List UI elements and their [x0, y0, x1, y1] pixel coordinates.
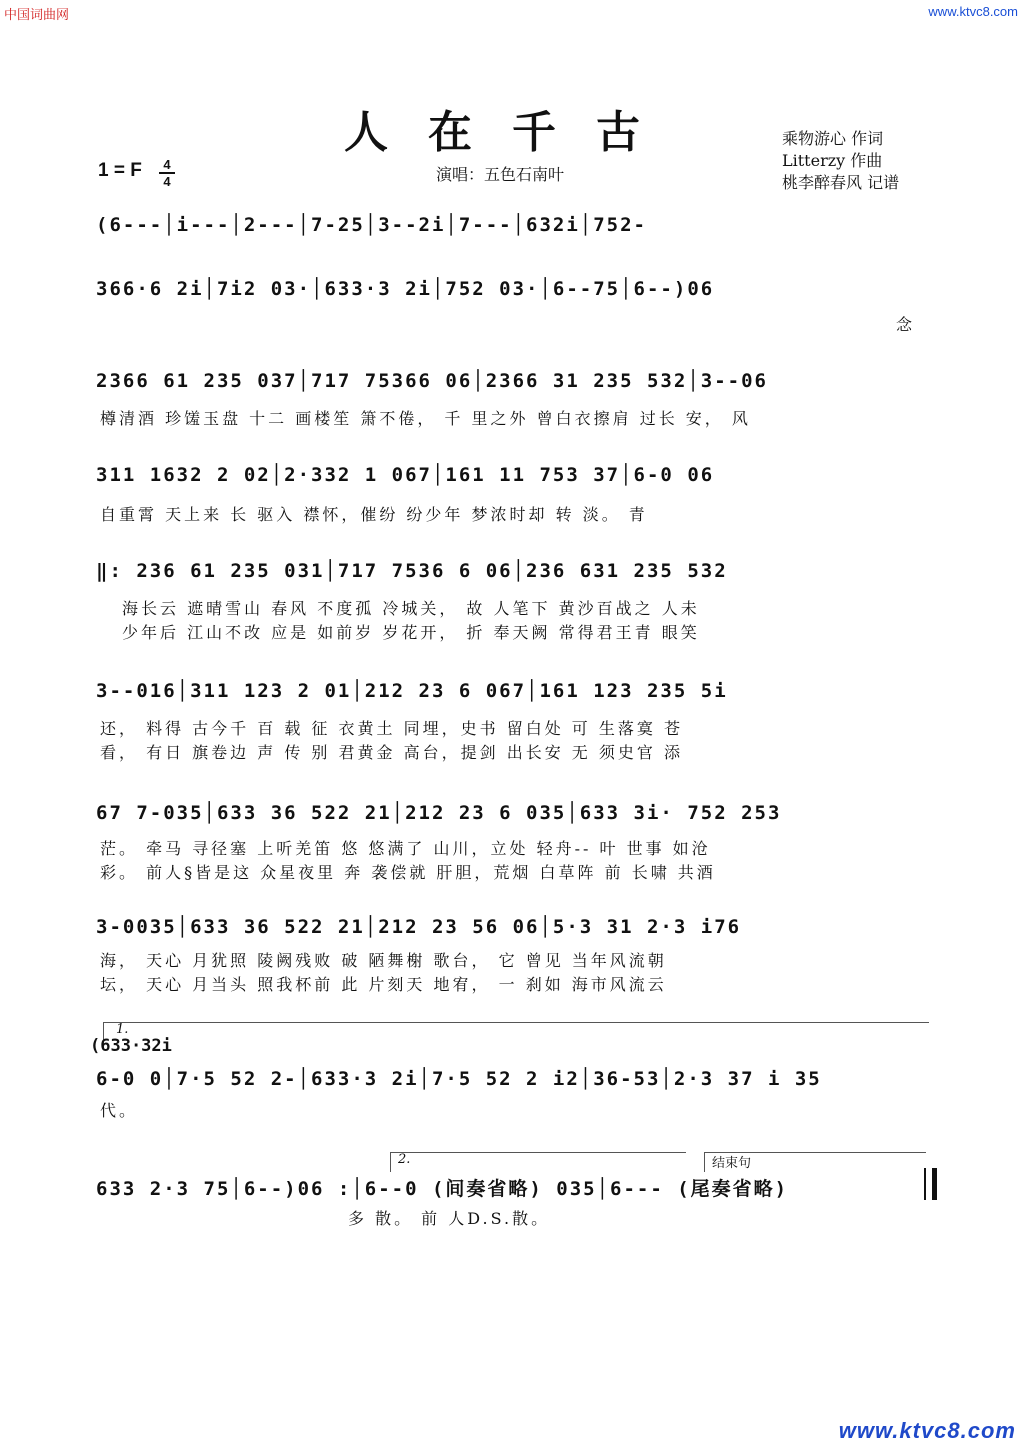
notation: 3-0035│633 36 522 21│212 23 56 06│5·3 31 2·3 i76	[96, 916, 742, 938]
key-signature: 1 = F	[98, 160, 142, 181]
notation: ‖: 236 61 235 031│717 7536 6 06│236 631 235 532	[96, 560, 728, 582]
volta-1-label: 1.	[116, 1022, 129, 1037]
lyric-verse-2: 看， 有日 旗卷边 声 传 别 君黄金 高台，提剑 出长安 无 须史官 添	[100, 743, 683, 762]
lyric-line: 多 散。 前 人D.S.散。	[348, 1209, 551, 1228]
lyric-line: 樽清酒 珍馐玉盘 十二 画楼笙 箫不倦， 千 里之外 曾白衣擦肩 过长 安， 风	[100, 409, 751, 428]
time-signature	[159, 158, 175, 188]
volta-2-bracket	[390, 1152, 686, 1153]
notation: 311 1632 2 02│2·332 1 067│161 11 753 37│6-0 06	[96, 464, 715, 486]
first-ending-cue: (633·32i	[90, 1036, 172, 1056]
volta-2-label: 2.	[398, 1152, 411, 1167]
notation: 3--016│311 123 2 01│212 23 6 067│161 123 235 5i	[96, 680, 728, 702]
lyric-verse-1: 海长云 遮晴雪山 春风 不度孤 冷城关， 故 人笔下 黄沙百战之 人未	[122, 599, 700, 618]
lyric-verse-1: 海， 天心 月犹照 陵阙残败 破 陋舞榭 歌台， 它 曾见 当年风流朝	[100, 951, 667, 970]
coda-bracket-tick	[704, 1152, 705, 1172]
site-watermark-bottom: www.ktvc8.com	[838, 1418, 1016, 1443]
final-barline	[924, 1168, 937, 1200]
notation: 2366 61 235 037│717 75366 06│2366 31 235 532│3--06	[96, 370, 768, 392]
site-watermark-right: www.ktvc8.com	[928, 4, 1018, 19]
credits	[782, 128, 899, 194]
notation: 67 7-035│633 36 522 21│212 23 6 035│633 3i· 752 253	[96, 802, 782, 824]
time-numerator: 4	[163, 157, 171, 172]
lyric-line: 代。	[100, 1101, 139, 1120]
notation: 366·6 2i│7i2 03·│633·3 2i│752 03·│6--75│6--)06	[96, 278, 715, 300]
lyric-line: 自重霄 天上来 长 驱入 襟怀，催纷 纷少年 梦浓时却 转 淡。 青	[100, 505, 648, 524]
lyric-verse-1: 还， 料得 古今千 百 载 征 衣黄土 同埋，史书 留白处 可 生落寞 苍	[100, 719, 683, 738]
time-denominator: 4	[163, 174, 171, 189]
lyric-verse-2: 少年后 江山不改 应是 如前岁 岁花开， 折 奉天阙 常得君王青 眼笑	[122, 623, 700, 642]
lyric-line: 念	[896, 315, 916, 334]
lyricist-credit: 乘物游心 作词	[782, 129, 884, 148]
lyric-verse-1: 茫。 牵马 寻径塞 上听羌笛 悠 悠满了 山川，立处 轻舟-- 叶 世事 如沧	[100, 839, 711, 858]
lyric-verse-2: 彩。 前人§皆是这 众星夜里 奔 袭偿就 肝胆，荒烟 白草阵 前 长啸 共酒	[100, 863, 716, 882]
coda-label: 结束句	[712, 1156, 752, 1171]
singer-label: 演唱：五色石南叶	[436, 165, 565, 184]
first-ending-bracket	[103, 1022, 929, 1023]
notation: 6-0 0│7·5 52 2-│633·3 2i│7·5 52 2 i2│36-53│2·3 37 i 35	[96, 1068, 822, 1090]
volta-2-bracket-tick	[390, 1152, 391, 1172]
notation: (6---│i---│2---│7-25│3--2i│7---│632i│752-	[96, 214, 647, 236]
song-title: 人在千古	[344, 107, 680, 158]
notation: 633 2·3 75│6--)06 :│6--0 (间奏省略) 035│6--- (尾奏省略)	[96, 1178, 789, 1200]
site-watermark-left: 中国词曲网	[4, 8, 70, 23]
composer-credit: Litterzy 作曲	[782, 151, 883, 170]
lyric-verse-2: 坛， 天心 月当头 照我杯前 此 片刻天 地宥， 一 刹如 海市风流云	[100, 975, 667, 994]
transcriber-credit: 桃李醉春风 记谱	[782, 173, 900, 192]
